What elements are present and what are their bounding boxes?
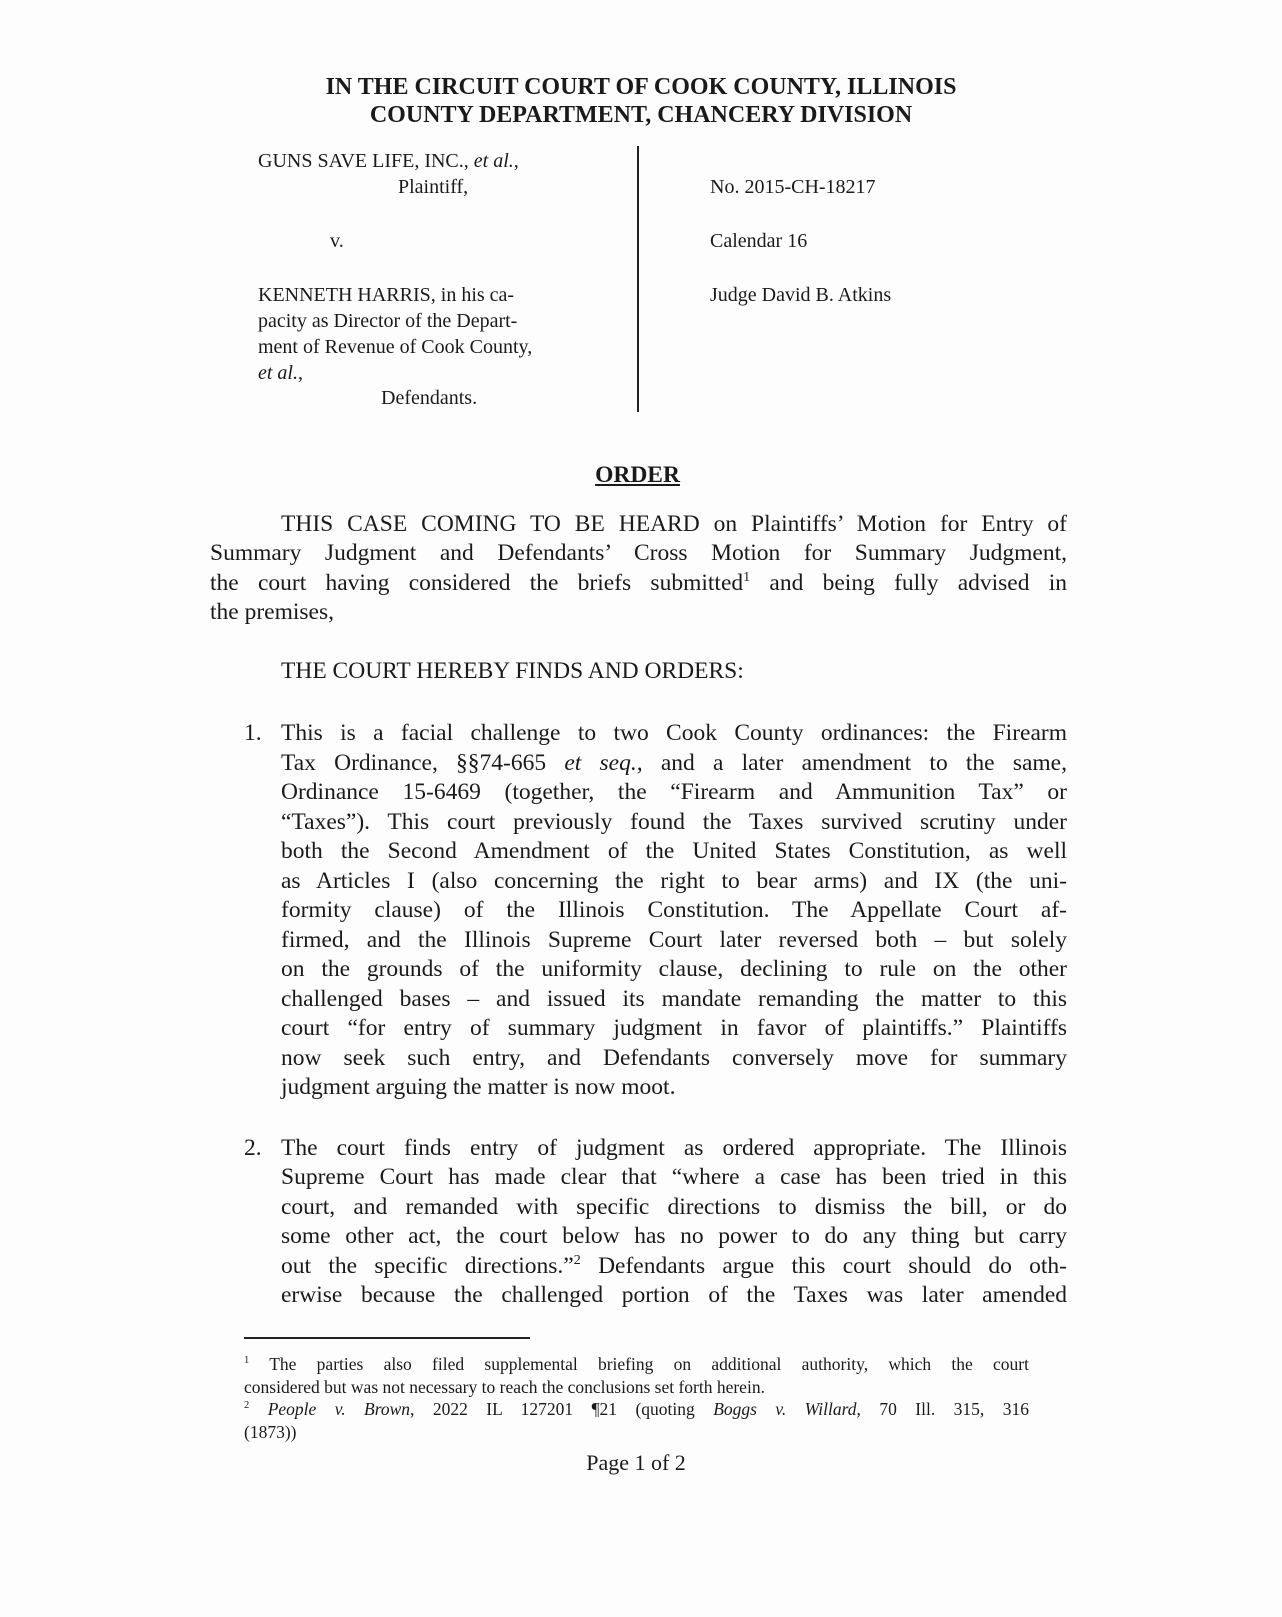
plaintiff-comma: , (513, 150, 519, 172)
plaintiff-name-text: GUNS SAVE LIFE, INC., (258, 150, 474, 172)
intro-line (210, 599, 1067, 626)
text-segment: erwise because the challenged portion of the Taxes was later amended (281, 1282, 1067, 1308)
text-segment: court, and remanded with specific directions to dismiss the bill, or do (281, 1193, 1067, 1220)
court-header-line2: COUNTY DEPARTMENT, CHANCERY DIVISION (369, 102, 913, 128)
judge: Judge David B. Atkins (710, 284, 892, 306)
text-segment: Summary Judgment and Defendants’ Cross Motion for Summary Judgment, (210, 540, 1067, 567)
text-segment: The court finds entry of judgment as ordered appropriate. The Illinois (281, 1135, 1067, 1161)
text-segment: People v. Brown (267, 1399, 411, 1419)
paragraph-1-line (281, 868, 1067, 895)
paragraph-1-line (281, 897, 1067, 924)
caption-divider (637, 146, 639, 412)
paragraph-2-line (281, 1223, 1067, 1250)
findings-heading: THE COURT HEREBY FINDS AND ORDERS: (281, 658, 744, 684)
text-segment: The parties also filed supplemental briefing on additional authority, which the court (249, 1354, 1029, 1374)
text-segment: judgment arguing the matter is now moot. (281, 1074, 676, 1100)
text-segment: et seq. (564, 749, 637, 776)
paragraph-1-line (281, 720, 1067, 747)
paragraph-2-line (281, 1164, 1067, 1191)
paragraph-1-line (281, 1074, 1067, 1101)
defendant-etal (258, 362, 303, 385)
text-segment: on the grounds of the uniformity clause, declining to rule on the other (281, 956, 1067, 982)
calendar: Calendar 16 (710, 230, 808, 252)
text-segment: Ordinance 15-6469 (together, the “Firearm and Ammunition Tax” or (281, 779, 1067, 805)
text-segment: the premises, (210, 598, 334, 625)
footnote-line (244, 1399, 1029, 1420)
text-segment: This is a facial challenge to two Cook County ordinances: the Firearm (281, 720, 1067, 746)
paragraph-number-2: 2. (244, 1135, 262, 1161)
paragraph-1-line (281, 1045, 1067, 1072)
footnote-marker: 1 (244, 1355, 250, 1367)
text-segment: the court having considered the briefs submitted (210, 569, 744, 596)
text-segment: now seek such entry, and Defendants conversely move for summary (281, 1044, 1067, 1071)
paragraph-1-line (281, 986, 1067, 1013)
paragraph-2-line (281, 1282, 1067, 1309)
footnote-marker: 1 (743, 568, 751, 585)
text-segment: “Taxes”). This court previously found the Taxes survived scrutiny under (281, 808, 1067, 835)
text-segment: both the Second Amendment of the United States Constitution, as well (281, 838, 1067, 864)
footnote-separator (244, 1337, 530, 1339)
defendant-line-3: ment of Revenue of Cook County, (258, 336, 533, 358)
defendant-etal-comma: , (298, 362, 303, 384)
defendant-etal-text: et al. (258, 362, 298, 384)
text-segment: Supreme Court has made clear that “where a case has been tried in this (281, 1164, 1067, 1191)
paragraph-1-line (281, 779, 1067, 806)
intro-line (210, 540, 1067, 567)
paragraph-1-line (281, 750, 1067, 777)
paragraph-1-line (281, 809, 1067, 836)
footnote-marker: 2 (573, 1251, 581, 1268)
text-segment: and being fully advised in (750, 569, 1068, 596)
court-header-line1: IN THE CIRCUIT COURT OF COOK COUNTY, ILLINOIS (325, 74, 957, 100)
text-segment: Tax Ordinance, §§74-665 (281, 749, 565, 776)
intro-line (281, 511, 1067, 538)
text-segment: THIS CASE COMING TO BE HEARD on Plaintiffs’ Motion for Entry of (281, 511, 1067, 537)
order-title: ORDER (595, 462, 680, 488)
paragraph-1-line (281, 838, 1067, 865)
plaintiff-name (258, 150, 519, 173)
versus: v. (330, 230, 344, 252)
plaintiff-role: Plaintiff, (398, 176, 469, 198)
paragraph-2-line (281, 1135, 1067, 1162)
plaintiff-etal: et al. (473, 150, 514, 172)
footnote-line (244, 1354, 1029, 1375)
paragraph-number-1: 1. (244, 720, 262, 746)
footnote-line (244, 1422, 1029, 1443)
defendant-role: Defendants. (381, 387, 478, 409)
paragraph-2-line (281, 1253, 1067, 1280)
footnote-marker: 2 (244, 1400, 250, 1412)
text-segment: Defendants argue this court should do oth- (580, 1252, 1067, 1279)
paragraph-1-line (281, 956, 1067, 983)
text-segment: , 2022 IL 127201 ¶21 (quoting (410, 1399, 714, 1419)
paragraph-1-line (281, 1015, 1067, 1042)
text-segment: as Articles I (also concerning the right to bear arms) and IX (the uni- (281, 867, 1067, 894)
case-number: No. 2015-CH-18217 (710, 176, 876, 198)
text-segment: some other act, the court below has no power to do any thing but carry (281, 1223, 1067, 1250)
footnote-line (244, 1377, 1029, 1398)
text-segment: court “for entry of summary judgment in favor of plaintiffs.” Plaintiffs (281, 1015, 1067, 1041)
text-segment: firmed, and the Illinois Supreme Court later reversed both – but solely (281, 926, 1067, 953)
text-segment: Boggs v. Willard (713, 1399, 857, 1419)
text-segment: , and a later amendment to the same, (636, 749, 1067, 776)
text-segment: considered but was not necessary to reach the conclusions set forth herein. (244, 1376, 765, 1397)
page-number: Page 1 of 2 (586, 1450, 686, 1475)
text-segment (249, 1399, 267, 1419)
paragraph-1-line (281, 927, 1067, 954)
paragraph-2-line (281, 1194, 1067, 1221)
text-segment: challenged bases – and issued its mandate remanding the matter to this (281, 985, 1067, 1012)
defendant-line-1: KENNETH HARRIS, in his ca- (258, 284, 515, 306)
text-segment: (1873)) (244, 1421, 297, 1442)
text-segment: formity clause) of the Illinois Constitution. The Appellate Court af- (281, 897, 1067, 923)
text-segment: , 70 Ill. 315, 316 (856, 1399, 1030, 1419)
intro-line (210, 570, 1067, 597)
defendant-line-2: pacity as Director of the Depart- (258, 310, 518, 332)
text-segment: out the specific directions.” (281, 1252, 574, 1279)
